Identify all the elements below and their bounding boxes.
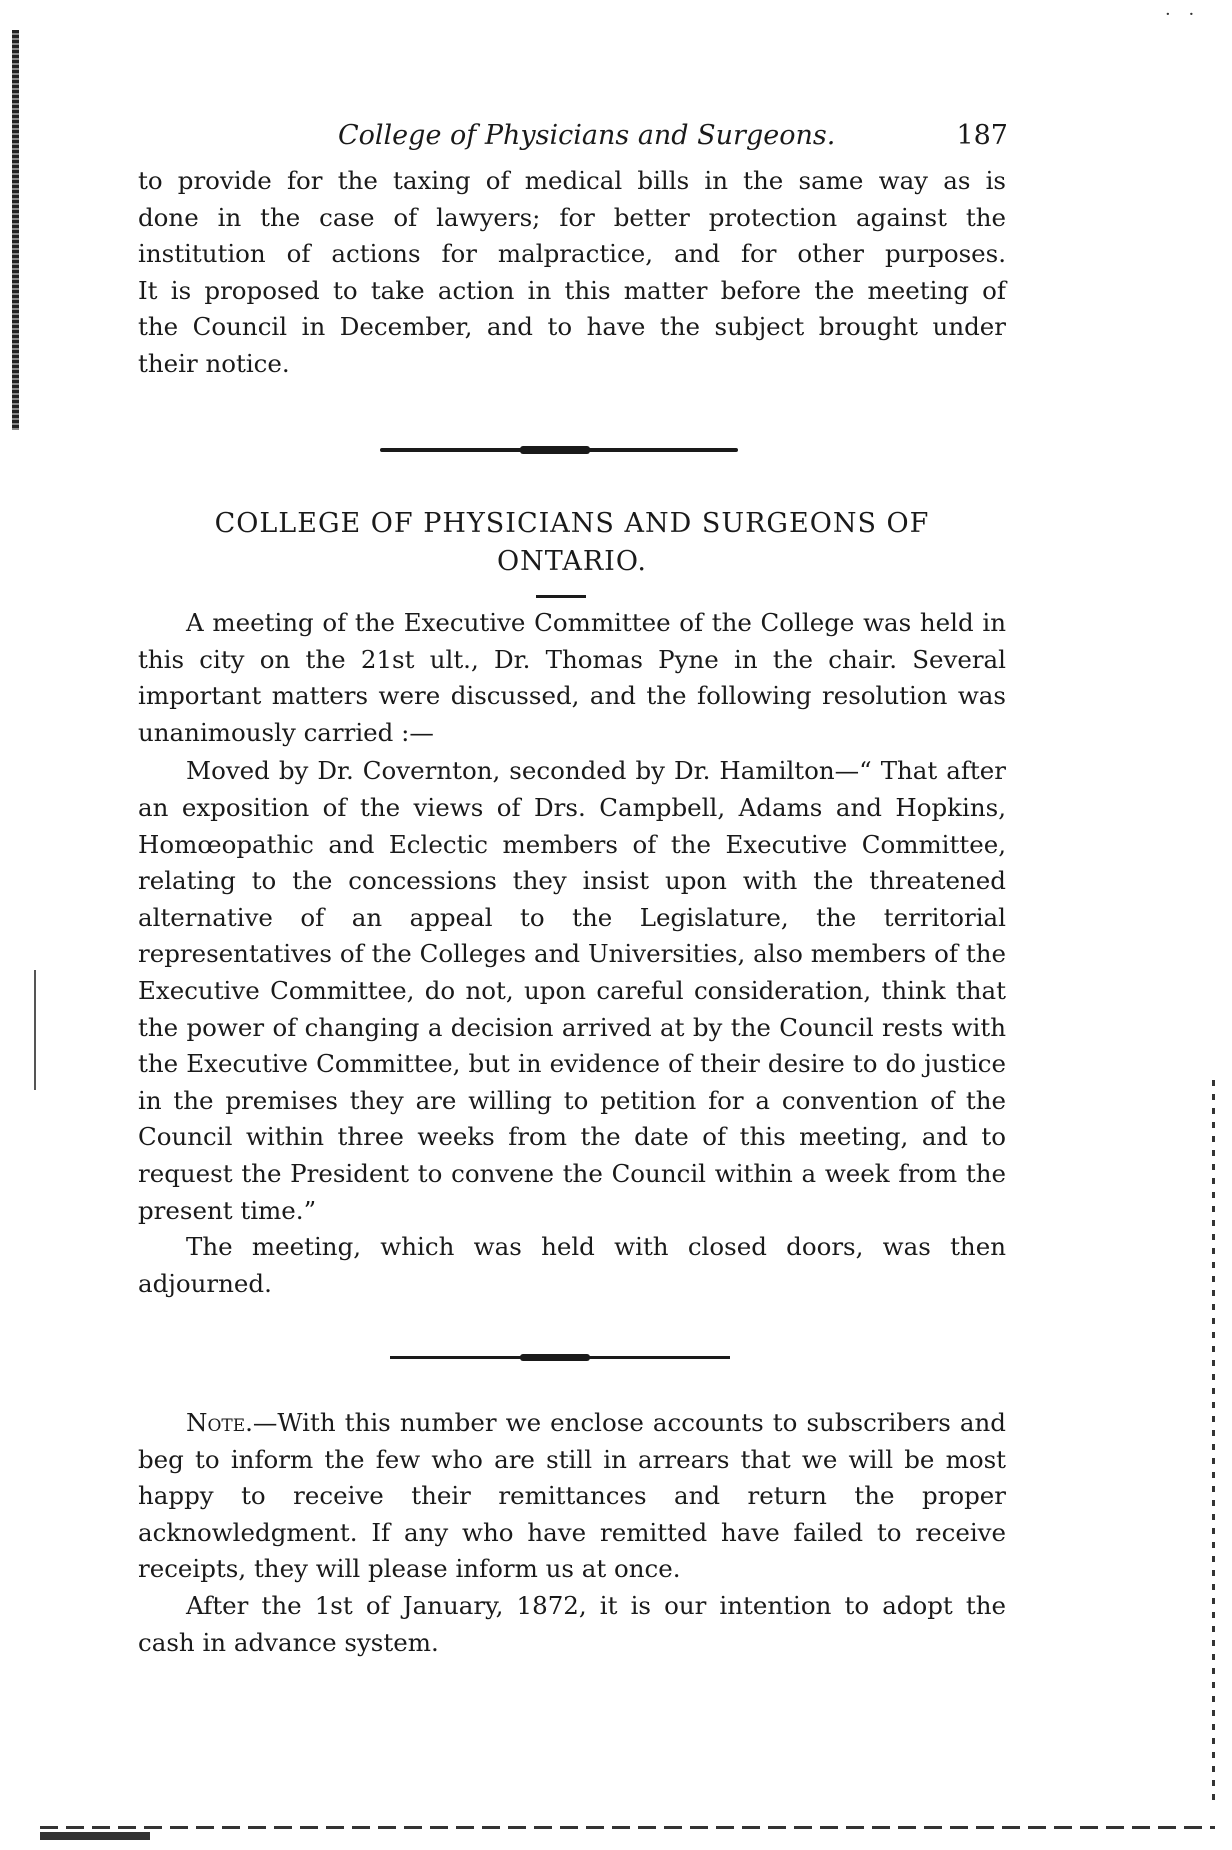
adjourned-paragraph: The meeting, which was held with closed doors, was then adjourned. (138, 1232, 1006, 1298)
meeting-paragraph: A meeting of the Executive Committee of the College was held in this city on the 21st ult., Dr. Thomas Pyne in the chair. Several important matters were discussed, and the following resolution was unanimously carried :— (138, 608, 1006, 747)
binding-edge-mark (12, 30, 19, 430)
text-line: institution of actions for malpractice, and for other purposes. (138, 239, 1006, 269)
heading-line: ONTARIO. (497, 546, 647, 577)
intro-paragraph (138, 163, 1006, 383)
section-divider-ornament (520, 1354, 590, 1361)
text-line: It is proposed to take action in this matter before the meeting of (138, 275, 1006, 305)
heading-line: COLLEGE OF PHYSICIANS AND SURGEONS OF (214, 508, 930, 539)
page-edge-mark (40, 1826, 1215, 1829)
page-edge-mark (1212, 1080, 1215, 1800)
heading-underline (536, 595, 586, 598)
note-paragraph (138, 1405, 1006, 1588)
page-number: 187 (956, 120, 1008, 151)
cash-system-paragraph: After the 1st of January, 1872, it is our intention to adopt the cash in advance system. (138, 1590, 1006, 1657)
binding-edge-mark (34, 970, 36, 1090)
page-edge-mark (40, 1832, 150, 1840)
note-lead: Note. (186, 1408, 253, 1437)
section-body (138, 605, 1006, 1302)
running-head (138, 120, 1008, 160)
note-section (138, 1405, 1006, 1661)
section-divider-ornament (520, 446, 590, 454)
running-title: College of Physicians and Surgeons. (338, 120, 836, 151)
section-heading (138, 505, 1006, 581)
text-line: to provide for the taxing of medical bills in the same way as is (138, 166, 1006, 195)
text-line: the Council in December, and to have the subject brought under (138, 312, 1006, 342)
text-line: their notice. (138, 348, 290, 378)
note-text: —With this number we enclose accounts to subscribers and beg to inform the few who are still in arrears that we will be most happy to receive their remittances and return the proper acknowledgment. If any who have remitted have failed to receive receipts, they will please inform us at once. (138, 1408, 1006, 1584)
resolution-paragraph: Moved by Dr. Covernton, seconded by Dr. Hamilton—“ That after an exposition of the views of Drs. Campbell, Adams and Hopkins, Homœopathic and Eclectic members of the Executive Committee, relating to the concessions they insist upon with the threatened alternative of an appeal to the Legislature, the territorial representatives of the Colleges and Universities, also members of the Executive Committee, do not, upon careful consideration, think that the power of changing a decision arrived at by the Council rests with the Executive Committee, but in evidence of their desire to do justice in the premises they are willing to petition for a convention of the Council within three weeks from the date of this meeting, and to request the President to convene the Council within a week from the present time.” (138, 756, 1006, 1225)
scan-speck: · · (1165, 4, 1201, 25)
text-line: done in the case of lawyers; for better protection against the (138, 202, 1006, 232)
